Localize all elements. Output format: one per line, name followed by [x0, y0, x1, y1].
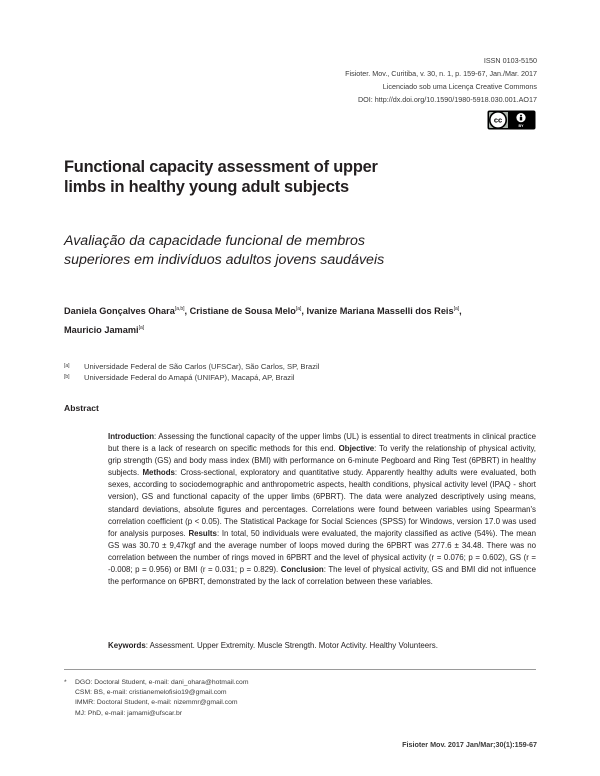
- author-name: Cristiane de Sousa Melo: [189, 306, 296, 316]
- author-mark: [a,b]: [174, 306, 185, 312]
- author-name: Mauricio Jamami: [64, 325, 139, 335]
- footnotes: [64, 678, 249, 719]
- author-mark: [a]: [453, 306, 460, 312]
- author-mark: [a]: [138, 325, 145, 331]
- title-line-2: limbs in healthy young adult subjects: [64, 178, 349, 196]
- author-list: Daniela Gonçalves Ohara[a,b], Cristiane de Sousa Melo[a], Ivanize Mariana Masselli dos Reis[a], Mauricio Jamami[a]: [64, 306, 462, 335]
- article-title: [64, 157, 464, 197]
- subtitle-line-2: superiores em indivíduos adultos jovens saudáveis: [64, 252, 385, 268]
- footnote-row: CSM: BS, e-mail: cristianemelofisio19@gmail.com: [75, 689, 227, 697]
- footnote-row: * DGO: Doctoral Student, e-mail: dani_ohara@hotmail.com: [64, 679, 249, 686]
- citation: Fisioter. Mov., Curitiba, v. 30, n. 1, p. 159-67, Jan./Mar. 2017: [345, 69, 537, 78]
- creative-commons-badge[interactable]: [487, 110, 536, 130]
- svg-text:cc: cc: [493, 115, 503, 125]
- affiliations: [64, 362, 319, 383]
- subtitle-line-1: Avaliação da capacidade funcional de membros: [64, 233, 366, 249]
- footnote-row: MJ: PhD, e-mail: jamami@ufscar.br: [75, 709, 182, 717]
- author-name: Ivanize Mariana Masselli dos Reis: [306, 306, 454, 316]
- doi-link[interactable]: DOI: http://dx.doi.org/10.1590/1980-5918.030.001.AO17: [357, 95, 537, 104]
- keywords: Keywords: Assessment. Upper Extremity. Muscle Strength. Motor Activity. Healthy Volunteers.: [108, 641, 438, 650]
- affiliation-row: [b] Universidade Federal do Amapá (UNIFAP), Macapá, AP, Brazil: [64, 372, 295, 382]
- affiliation-row: [a] Universidade Federal de São Carlos (UFSCar), São Carlos, SP, Brazil: [64, 362, 320, 371]
- license-text: Licenciado sob uma Licença Creative Commons: [382, 82, 537, 91]
- title-line-1: Functional capacity assessment of upper: [64, 158, 378, 176]
- svg-text:BY: BY: [518, 123, 524, 128]
- journal-meta: [345, 54, 537, 106]
- footnote-divider: [64, 669, 536, 670]
- issn: ISSN 0103-5150: [483, 56, 537, 65]
- abstract-body: Introduction: Assessing the functional capacity of the upper limbs (UL) is essential to direct treatments in clinical practice but there is a lack of research on specific methods for this end. Objective: To verify the relationship of physical activity, grip strength (GS) and body mass index (BMI) with performance on 6-minute Pegboard and Ring Test (6PBRT) in healthy subjects. Methods: Cross-sectional, exploratory and quantitative study. Apparently healthy adults were evaluated, both sexes, according to sociodemographic and anthropometric aspects, health conditions, physical activity level (IPAQ - short version), GS and functional capacity of the upper limbs (6PBRT). The data were analyzed descriptively using means, standard deviations, absolute figures and percentages. Correlations were found between variables using Spearman's correlation coefficient (p < 0.05). The Statistical Package for Social Sciences (SPSS) for Windows, version 17.0 was used for analysis purposes. Results: In total, 50 individuals were evaluated, the majority classified as active (54%). The mean GS was 30.70 ± 9,47kgf and the average number of loops moved during the 6PBRT was 277.6 ± 34.48. There was no correlation between the number of rings moved in 6PBRT and the level of physical activity (r = 0.076; p = 0.602), GS (r = -0.008; p = 0.956) or BMI (r = 0.031; p = 0.829). Conclusion: The level of physical activity, GS and BMI did not influence the performance on 6PBRT, demonstrated by the lack of correlation between these variables.: [108, 432, 537, 587]
- abstract-heading: Abstract: [64, 403, 99, 413]
- page-footer: Fisioter Mov. 2017 Jan/Mar;30(1):159-67: [402, 740, 537, 749]
- article-subtitle: [64, 232, 484, 270]
- author-mark: [a]: [295, 306, 302, 312]
- author-name: Daniela Gonçalves Ohara: [64, 306, 175, 316]
- footnote-row: IMMR: Doctoral Student, e-mail: nizemmr@gmail.com: [75, 699, 238, 707]
